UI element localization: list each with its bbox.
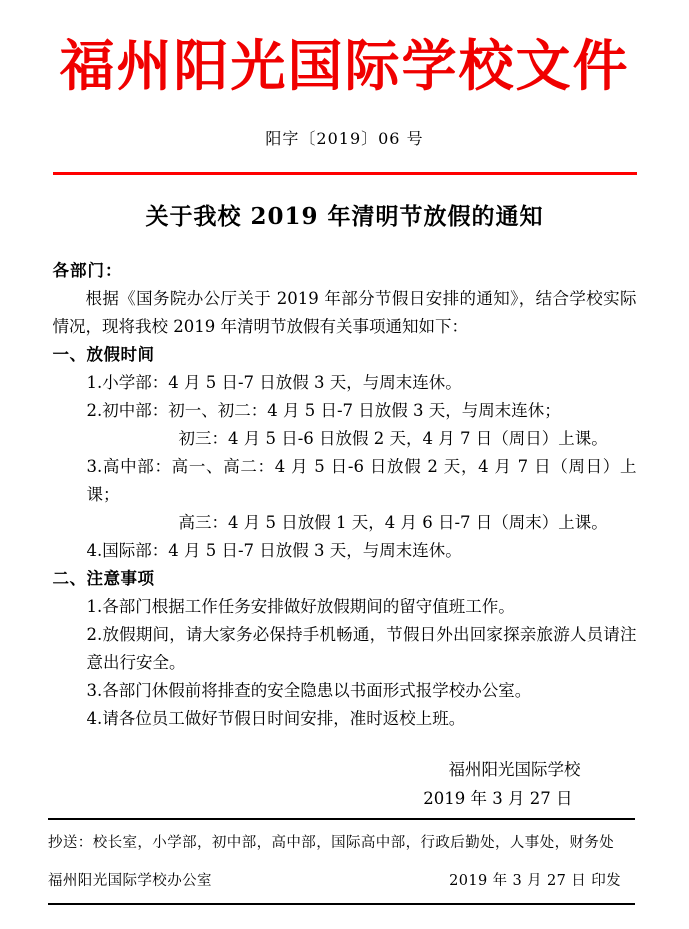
document-footer [48, 818, 635, 905]
list-item: 4.国际部：4 月 5 日-7 日放假 3 天，与周末连休。 [86, 541, 462, 560]
sub-list-item: 初三：4 月 5 日-6 日放假 2 天，4 月 7 日（周日）上课。 [178, 429, 608, 448]
footer-content [48, 820, 635, 903]
page-title: 关于我校 2019 年清明节放假的通知 [145, 203, 544, 230]
list-item: 4.请各位员工做好节假日时间安排，准时返校上班。 [86, 709, 466, 728]
list-item: 2.放假期间，请大家务必保持手机畅通，节假日外出回家探亲旅游人员请注意出行安全。 [86, 625, 637, 672]
signature-organization: 福州阳光国际学校 [448, 760, 581, 779]
intro-paragraph: 根据《国务院办公厅关于 2019 年部分节假日安排的通知》，结合学校实际情况，现将我校 2019 年清明节放假有关事项通知如下： [52, 289, 637, 336]
masthead [0, 0, 689, 175]
footer-meta-row [48, 854, 635, 903]
list-item: 3.各部门休假前将排查的安全隐患以书面形式报学校办公室。 [86, 681, 532, 700]
section-heading-notices: 二、注意事项 [52, 569, 155, 588]
red-divider-rule [53, 172, 637, 175]
signature-date: 2019 年 3 月 27 日 [423, 789, 573, 808]
salutation: 各部门： [52, 261, 123, 280]
footer-print-date: 2019 年 3 月 27 日 印发 [449, 873, 621, 889]
list-item: 1.小学部：4 月 5 日-7 日放假 3 天，与周末连休。 [86, 373, 462, 392]
list-item: 3.高中部：高一、高二：4 月 5 日-6 日放假 2 天，4 月 7 日（周日）上课； [86, 457, 637, 504]
footer-cc-line: 抄送：校长室，小学部，初中部，高中部，国际高中部，行政后勤处，人事处，财务处 [48, 835, 615, 851]
footer-issuing-office: 福州阳光国际学校办公室 [48, 873, 212, 889]
list-item: 2.初中部：初一、初二：4 月 5 日-7 日放假 3 天，与周末连休； [86, 401, 561, 420]
sub-list-item: 高三：4 月 5 日放假 1 天，4 月 6 日-7 日（周末）上课。 [178, 513, 608, 532]
signature-block [53, 733, 637, 813]
list-item: 1.各部门根据工作任务安排做好放假期间的留守值班工作。 [86, 597, 515, 616]
section-heading-holiday-schedule: 一、放假时间 [52, 345, 155, 364]
masthead-title: 福州阳光国际学校文件 [59, 33, 630, 98]
document-number: 阳字〔2019〕06 号 [265, 129, 424, 148]
footer-bottom-rule [48, 903, 635, 905]
document-body [53, 233, 637, 733]
